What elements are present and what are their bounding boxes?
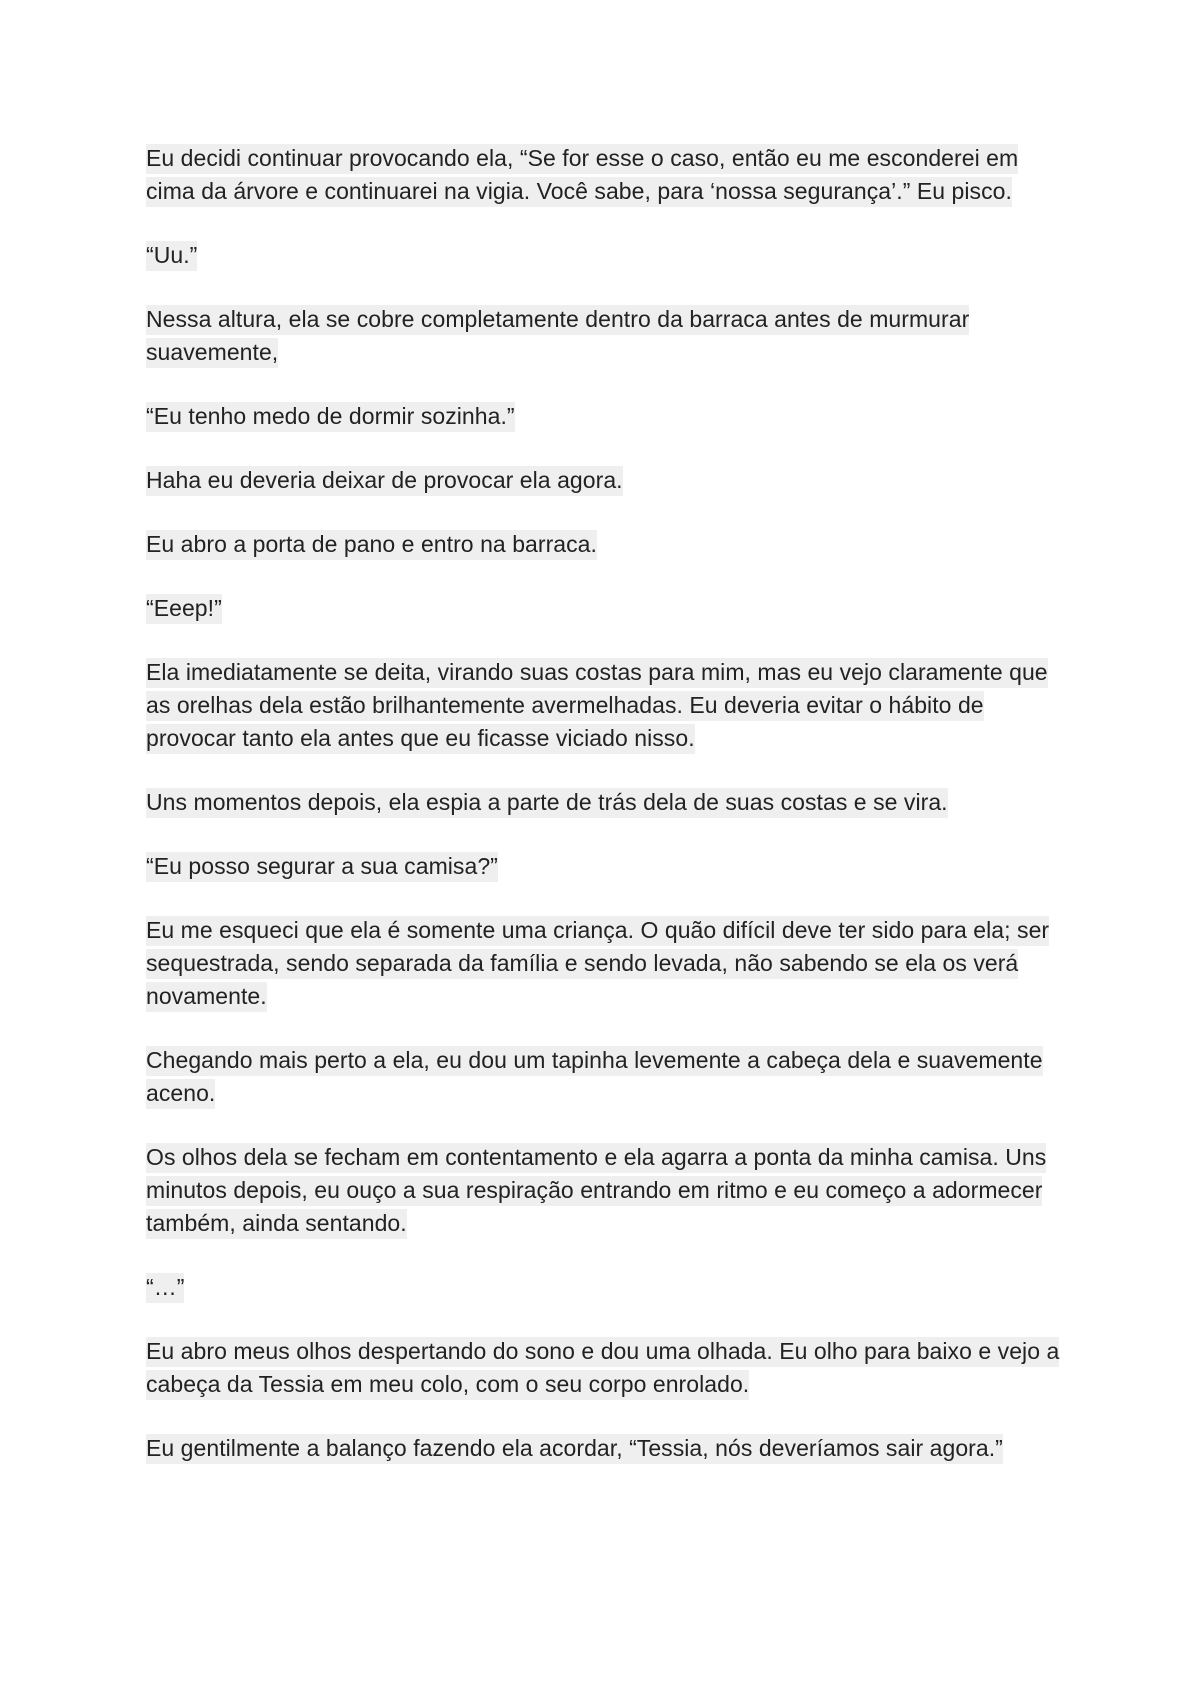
paragraph — [146, 1335, 1066, 1401]
paragraph-text: Haha eu deveria deixar de provocar ela agora. — [146, 466, 623, 496]
paragraph — [146, 142, 1066, 208]
paragraph-text: Eu gentilmente a balanço fazendo ela acordar, “Tessia, nós deveríamos sair agora.” — [146, 1434, 1003, 1464]
paragraph — [146, 1432, 1066, 1465]
paragraph — [146, 914, 1066, 1013]
paragraph-text: Uns momentos depois, ela espia a parte de trás dela de suas costas e se vira. — [146, 788, 948, 818]
document-body — [146, 142, 1066, 1465]
paragraph-text: “Uu.” — [146, 241, 197, 271]
paragraph-text: Eu decidi continuar provocando ela, “Se for esse o caso, então eu me esconderei em cima da árvore e continuarei na vigia. Você sabe, para ‘nossa segurança’.” Eu pisco. — [146, 144, 1018, 207]
paragraph-text: “Eu posso segurar a sua camisa?” — [146, 852, 498, 882]
paragraph — [146, 303, 1066, 369]
paragraph-text: Nessa altura, ela se cobre completamente dentro da barraca antes de murmurar suavemente, — [146, 305, 969, 368]
paragraph — [146, 656, 1066, 755]
paragraph — [146, 1044, 1066, 1110]
paragraph — [146, 400, 1066, 433]
paragraph — [146, 1141, 1066, 1240]
paragraph — [146, 1271, 1066, 1304]
paragraph-text: Eu me esqueci que ela é somente uma criança. O quão difícil deve ter sido para ela; ser sequestrada, sendo separada da família e sendo levada, não sabendo se ela os verá novamente. — [146, 916, 1049, 1012]
paragraph-text: Ela imediatamente se deita, virando suas costas para mim, mas eu vejo claramente que as orelhas dela estão brilhantemente avermelhadas. Eu deveria evitar o hábito de provocar tanto ela antes que eu ficasse viciado nisso. — [146, 658, 1048, 754]
paragraph — [146, 850, 1066, 883]
paragraph — [146, 592, 1066, 625]
paragraph-text: Os olhos dela se fecham em contentamento e ela agarra a ponta da minha camisa. Uns minutos depois, eu ouço a sua respiração entrando em ritmo e eu começo a adormecer também, ainda sentando. — [146, 1143, 1046, 1239]
paragraph — [146, 239, 1066, 272]
paragraph — [146, 786, 1066, 819]
paragraph-text: “Eeep!” — [146, 594, 222, 624]
paragraph-text: Chegando mais perto a ela, eu dou um tapinha levemente a cabeça dela e suavemente aceno. — [146, 1046, 1043, 1109]
paragraph-text: “Eu tenho medo de dormir sozinha.” — [146, 402, 515, 432]
paragraph-text: “…” — [146, 1273, 184, 1303]
paragraph-text: Eu abro a porta de pano e entro na barraca. — [146, 530, 597, 560]
paragraph — [146, 464, 1066, 497]
paragraph-text: Eu abro meus olhos despertando do sono e dou uma olhada. Eu olho para baixo e vejo a cabeça da Tessia em meu colo, com o seu corpo enrolado. — [146, 1337, 1059, 1400]
paragraph — [146, 528, 1066, 561]
